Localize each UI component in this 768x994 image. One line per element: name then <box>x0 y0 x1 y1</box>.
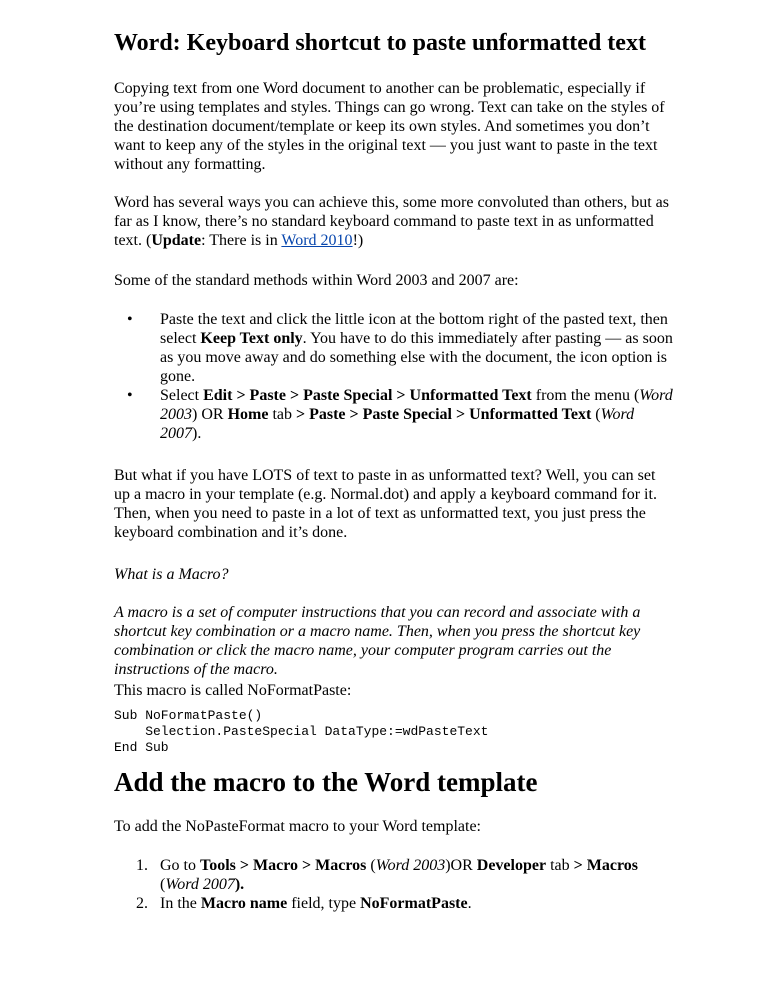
list-item-text: ). <box>192 425 202 442</box>
section-heading: Add the macro to the Word template <box>114 767 538 797</box>
macro-name-intro: This macro is called NoFormatPaste: <box>114 682 352 699</box>
step-text: field, type <box>287 895 361 912</box>
version-label: Word 2003 <box>375 857 446 874</box>
bullet-icon: • <box>127 387 133 404</box>
methods-list <box>114 310 674 443</box>
step-text: In the <box>160 895 201 912</box>
step-text: ). <box>234 876 245 893</box>
methods-paragraph <box>114 193 674 250</box>
macro-definition: A macro is a set of computer instructions that you can record and associate with a shortcut key combination or a macro name. Then, when you press the shortcut key combination or click the macro name, your computer program carries out the instructions of the macro. <box>114 604 641 678</box>
macro-code: Sub NoFormatPaste() Selection.PasteSpecial DataType:=wdPasteText End Sub <box>114 708 489 755</box>
version-label: Word 2007 <box>160 406 635 442</box>
list-item-text: ) OR <box>192 406 228 423</box>
macro-explanation: But what if you have LOTS of text to paste in as unformatted text? Well, you can set up a macro in your template (e.g. Normal.dot) and apply a keyboard command for it. Then, when you need to paste in a lot of text as unformatted text, you just press the keyboard combination and it’s done. <box>114 467 657 541</box>
step-text: Go to <box>160 857 200 874</box>
list-item-text: . You have to do this immediately after pasting — as soon as you move away and do something else with the document, the icon option is gone. <box>160 330 673 385</box>
macro-question: What is a Macro? <box>114 566 229 583</box>
update-text: : There is in <box>201 232 282 249</box>
macro-name-value: NoFormatPaste <box>360 895 468 912</box>
word-2010-link[interactable]: Word 2010 <box>281 232 353 249</box>
list-item-text: Select <box>160 387 204 404</box>
menu-path: > Paste > Paste Special > Unformatted Text <box>295 406 592 423</box>
intro-paragraph: Copying text from one Word document to another can be problematic, especially if you’re using templates and styles. Things can go wrong. Text can take on the styles of the destination document/template or keep its own styles. And sometimes you don’t want to keep any of the styles in the original text — you just want to paste in the text without any formatting. <box>114 80 665 173</box>
menu-path: Edit > Paste > Paste Special > Unformatted Text <box>203 387 532 404</box>
list-item-text: ( <box>591 406 601 423</box>
step-number: 1. <box>136 857 148 874</box>
step-text: tab <box>546 857 574 874</box>
menu-path: Tools > Macro > Macros <box>200 857 367 874</box>
macro-name-field-label: Macro name <box>200 895 288 912</box>
steps-list <box>114 856 674 913</box>
version-label: Word 2007 <box>165 876 235 893</box>
list-item <box>114 894 674 913</box>
step-number: 2. <box>136 895 148 912</box>
step-text: )OR <box>445 857 477 874</box>
list-item <box>114 310 674 386</box>
page-title: Word: Keyboard shortcut to paste unformatted text <box>114 30 646 56</box>
menu-path: > Macros <box>573 857 638 874</box>
home-tab-label: Home <box>227 406 269 423</box>
update-label: Update <box>151 232 202 249</box>
list-item-text: tab <box>268 406 296 423</box>
step-text: ( <box>366 857 376 874</box>
keep-text-only-label: Keep Text only <box>200 330 303 347</box>
list-item-text: Paste the text and click the little icon at the bottom right of the pasted text, then select <box>160 311 668 347</box>
step-text: ( <box>160 876 166 893</box>
version-label: Word 2003 <box>160 387 673 423</box>
section-intro: To add the NoPasteFormat macro to your Word template: <box>114 818 481 835</box>
methods-text: Word has several ways you can achieve this, some more convoluted than others, but as far as I know, there’s no standard keyboard command to paste text in as unformatted text. ( <box>114 194 669 249</box>
standard-methods-intro: Some of the standard methods within Word 2003 and 2007 are: <box>114 272 519 289</box>
list-item-text: from the menu ( <box>531 387 640 404</box>
update-end: !) <box>352 232 364 249</box>
list-item <box>114 856 674 894</box>
bullet-icon: • <box>127 311 133 328</box>
developer-tab-label: Developer <box>476 857 547 874</box>
list-item <box>114 386 674 443</box>
step-text: . <box>467 895 472 912</box>
